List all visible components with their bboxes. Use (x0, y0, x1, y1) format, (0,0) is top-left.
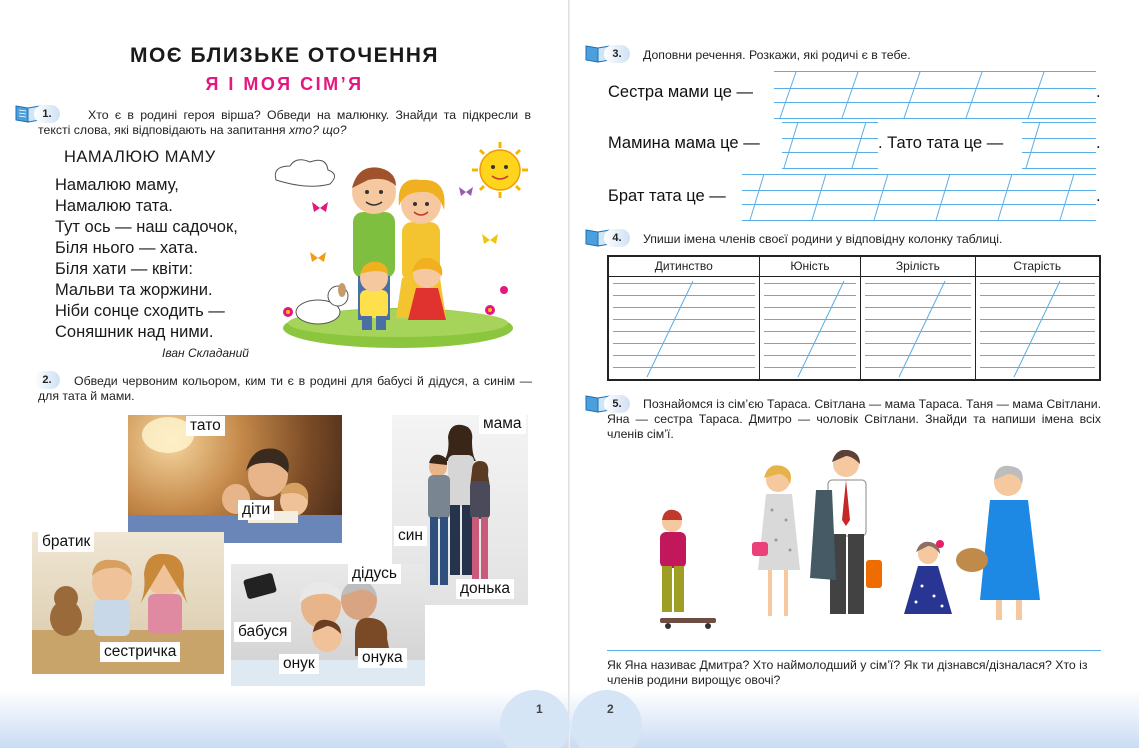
sentence-grandfather: . Тато тата це — (878, 134, 1004, 152)
sentence-grandmother: Мамина мама це — (608, 134, 760, 152)
family-drawing-illustration (268, 140, 530, 350)
poem-title: НАМАЛЮЮ МАМУ (64, 148, 216, 166)
col-header-childhood: Дитинство (608, 256, 759, 276)
label-sestrychka: сестричка (100, 642, 180, 662)
sentence-uncle: Брат тата це — (608, 187, 726, 205)
cell-childhood[interactable] (608, 276, 759, 380)
task-3-number: 3. (604, 45, 630, 63)
page-number-right: 2 (607, 702, 614, 716)
family-age-table (607, 255, 1101, 381)
task-1-text (38, 108, 531, 138)
page-title: МОЄ БЛИЗЬКЕ ОТОЧЕННЯ (129, 44, 440, 67)
task-5-questions: Як Яна називає Дмитра? Хто наймолодший у сім’ї? Як ти дізнався/дізналася? Хто із членів родини вирощує овочі? (607, 658, 1088, 687)
label-didus: дідусь (348, 564, 401, 584)
photo-dad-with-kids (128, 415, 342, 543)
cell-maturity[interactable] (861, 276, 975, 380)
poem-line: Соняшник над ними. (55, 323, 214, 341)
sentence-dot: . (1096, 187, 1101, 205)
task-4-text: Упиши імена членів своєї родини у відповідну колонку таблиці. (643, 232, 1003, 246)
task-4-badge (584, 226, 622, 248)
page-spine (568, 0, 570, 748)
tarasa-family-illustration (640, 450, 1080, 634)
task-5-text: Познайомся із сім’єю Тараса. Світлана — мама Тараса. Таня — мама Світлани. Яна — сестра Тараса. Дмитро — чоловік Світлани. Знайди та напиши імена всіх членів сім’ї. (607, 397, 1101, 441)
task-2-text: Обведи червоним кольором, ким ти є в родині для бабусі й дідуся, а синім — для тата й мами. (38, 374, 532, 403)
task-5-number: 5. (604, 395, 630, 413)
slanted-guide-lines (740, 68, 1100, 224)
page-number-left: 1 (536, 702, 543, 716)
answer-line[interactable] (607, 650, 1101, 651)
label-bratyk: братик (38, 532, 94, 552)
poem-line: Біля нього — хата. (55, 239, 199, 257)
poem-author: Іван Складаний (162, 346, 249, 360)
col-header-old-age: Старість (975, 256, 1100, 276)
task-3-text: Доповни речення. Розкажи, які родичі є в тебе. (643, 48, 911, 62)
label-babusia: бабуся (234, 622, 291, 642)
label-mama: мама (479, 414, 526, 434)
poem-line: Тут ось — наш садочок, (55, 218, 238, 236)
label-onuk: онук (279, 654, 319, 674)
label-onuka: онука (358, 648, 407, 668)
task-1-text-main: Хто є в родині героя вірша? Обведи на малюнку. Знайди та підкресли в тексті слова, які відповідають на запитання (38, 108, 531, 137)
task-2-number: 2. (34, 371, 60, 389)
label-dity: діти (238, 500, 274, 520)
poem-line: Ніби сонце сходить — (55, 302, 225, 320)
label-donka: донька (456, 579, 514, 599)
sentence-dot: . (1096, 134, 1101, 152)
poem-line: Мальви та жоржини. (55, 281, 213, 299)
cell-youth[interactable] (759, 276, 861, 380)
col-header-youth: Юність (759, 256, 861, 276)
poem-line: Намалюю тата. (55, 197, 173, 215)
sentence-sister-of-mom: Сестра мами це — (608, 83, 754, 101)
poem-line: Намалюю маму, (55, 176, 179, 194)
task-4-number: 4. (604, 229, 630, 247)
page-subtitle: Я І МОЯ СІМ’Я (205, 74, 364, 94)
task-3-badge (584, 42, 622, 64)
col-header-maturity: Зрілість (861, 256, 975, 276)
label-tato: тато (186, 416, 225, 436)
label-syn: син (394, 526, 427, 546)
task-1-text-emphasis: хто? що? (289, 123, 347, 137)
task-1-number: 1. (34, 105, 60, 123)
cell-old-age[interactable] (975, 276, 1100, 380)
poem-line: Біля хати — квіти: (55, 260, 193, 278)
sentence-dot[interactable]: . (1096, 83, 1101, 101)
